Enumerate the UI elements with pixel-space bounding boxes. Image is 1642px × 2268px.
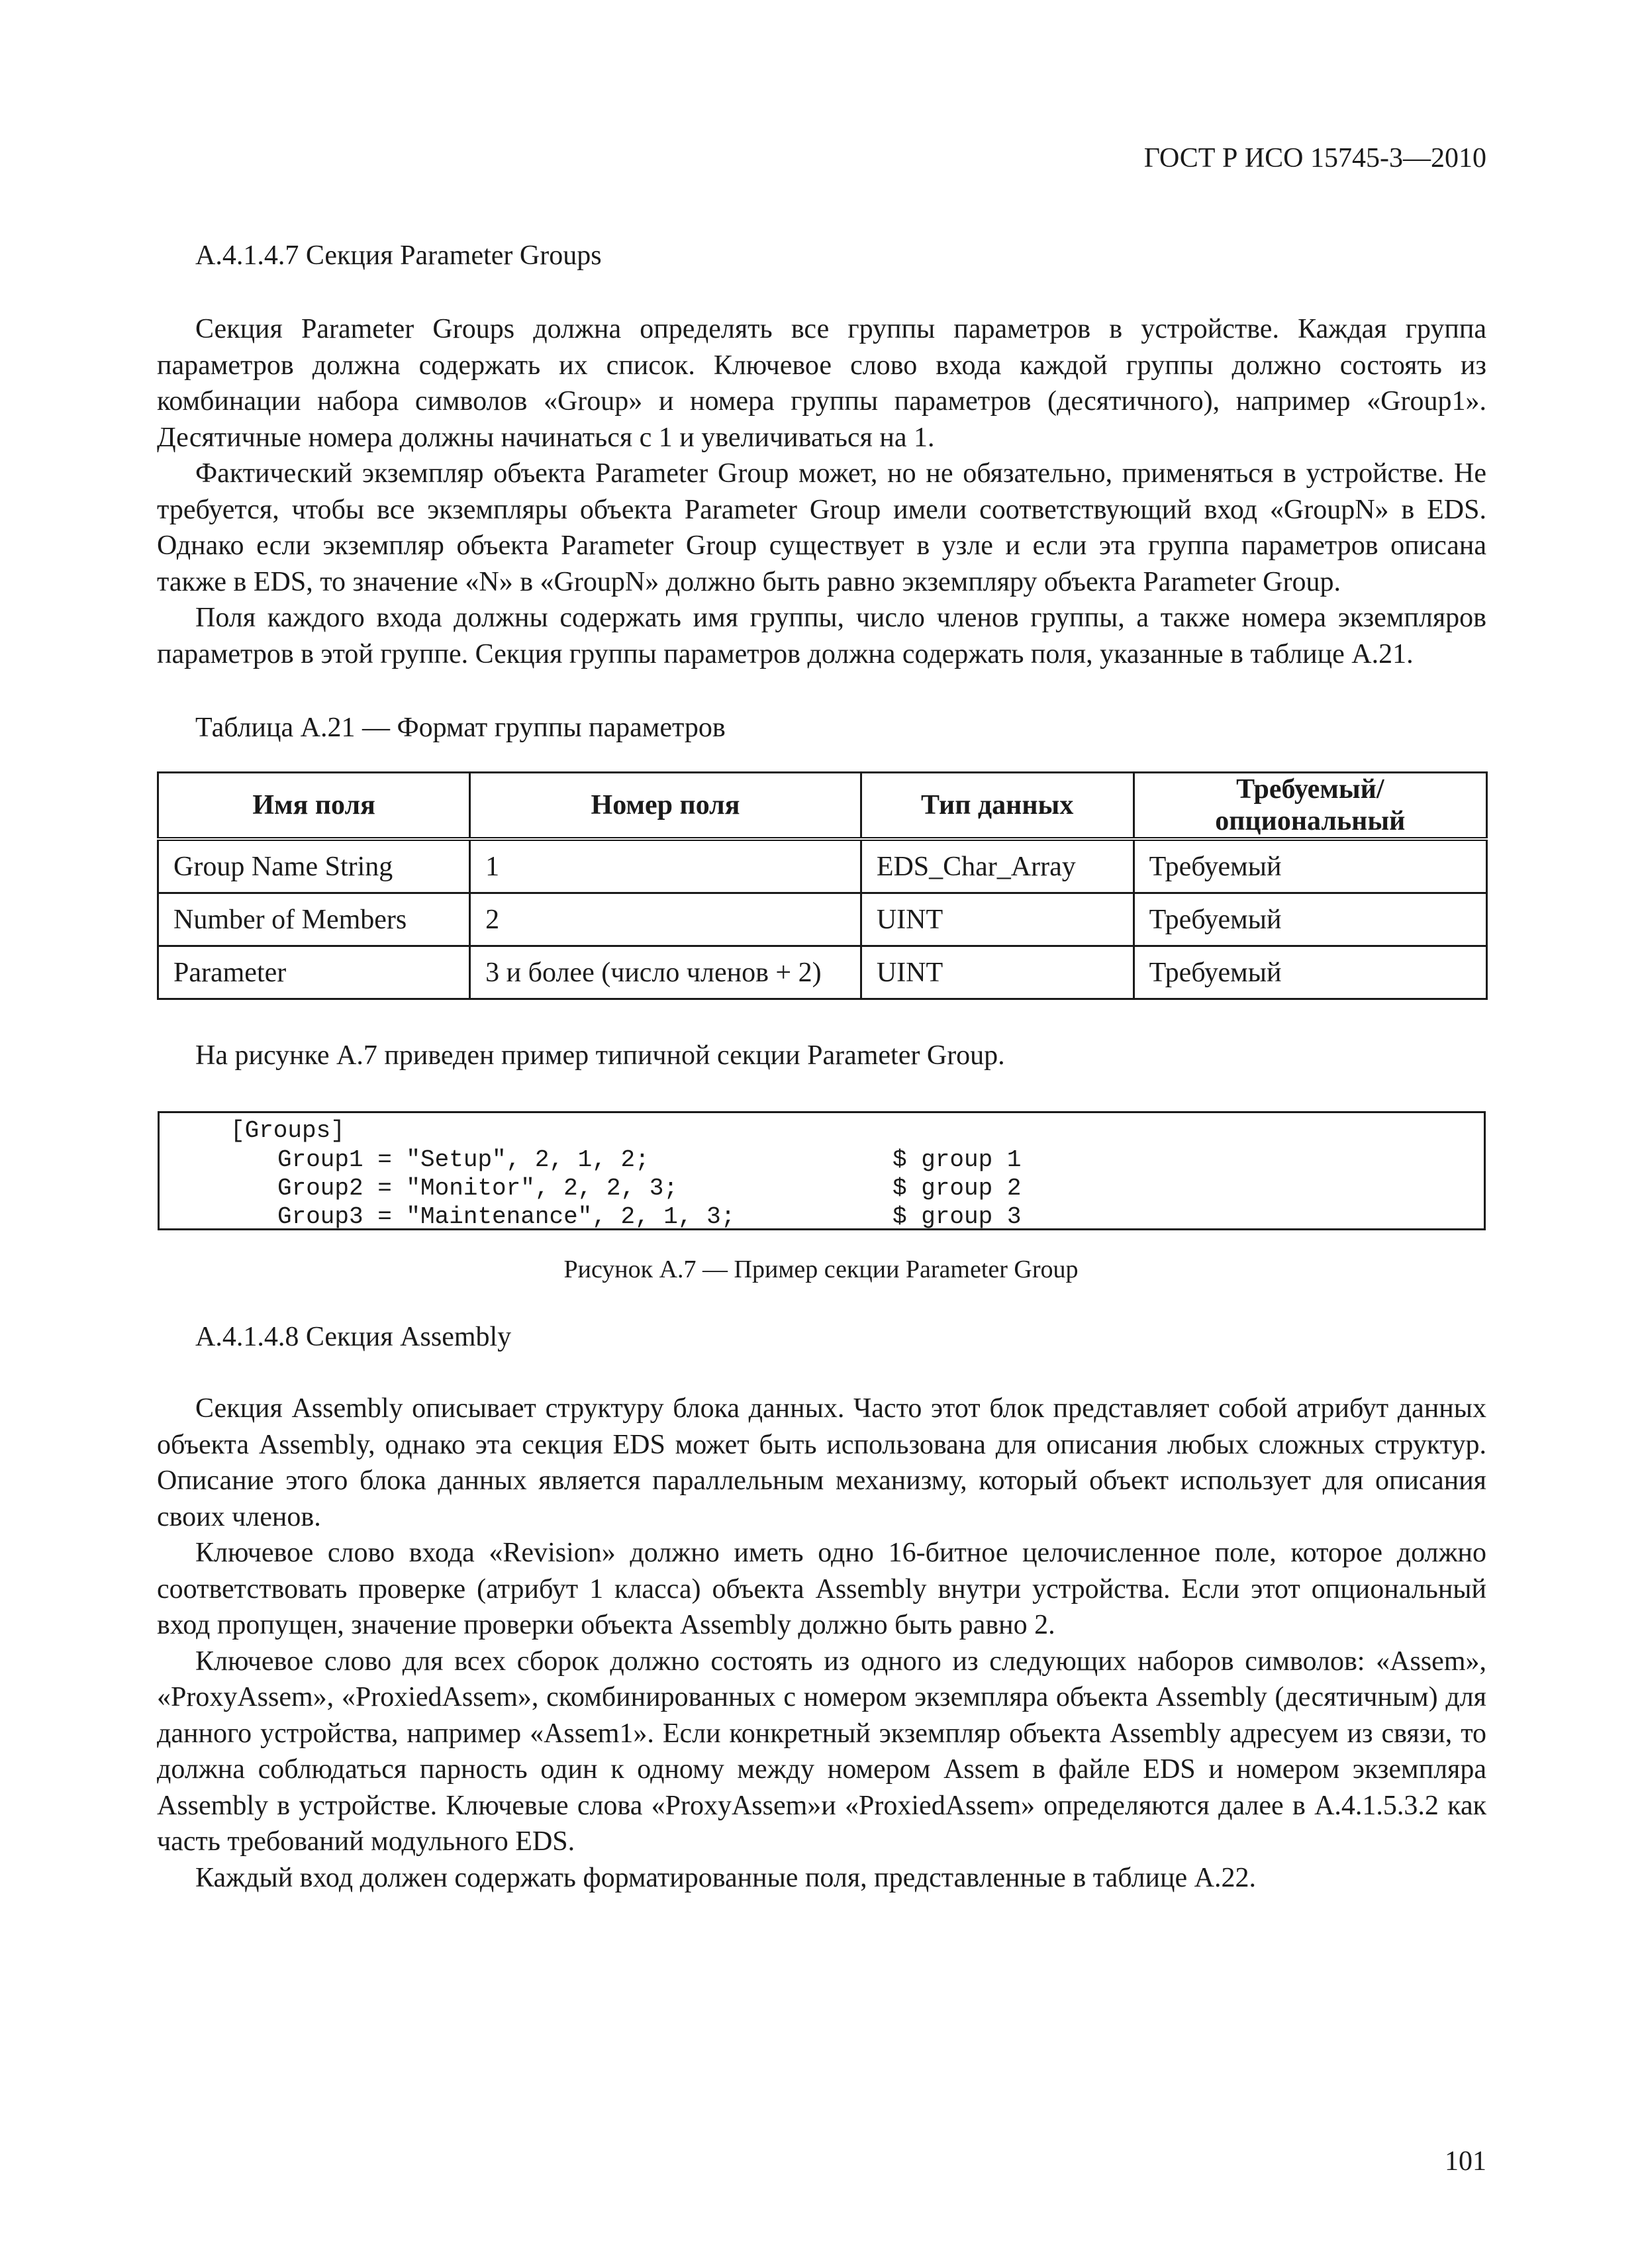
- table-cell: Требуемый: [1134, 893, 1486, 946]
- field-format-table: [157, 771, 1488, 1000]
- code-comment: $ group 1: [893, 1146, 1022, 1173]
- code-line: Group2 = "Monitor", 2, 2, 3;: [277, 1175, 678, 1202]
- paragraph: Ключевое слово входа «Revision» должно иметь одно 16-битное целочисленное поле, которое должно соответствовать проверке (атрибут 1 класса) объекта Assembly внутри устройства. Если этот опциональный вход пропущен, значение проверки объекта Assembly должно быть равно 2.: [157, 1538, 1486, 1640]
- column-header: Тип данных: [861, 773, 1134, 840]
- table-header-row: [158, 773, 1487, 840]
- section-body-assembly: [157, 1391, 1486, 1896]
- table-cell: 3 и более (число членов + 2): [470, 946, 861, 999]
- table-cell: 1: [470, 839, 861, 893]
- table-cell: UINT: [861, 946, 1134, 999]
- code-section-header: [Groups]: [230, 1117, 345, 1144]
- table-cell: Parameter: [158, 946, 470, 999]
- table-row: [158, 893, 1487, 946]
- code-comment: $ group 3: [893, 1203, 1022, 1230]
- table-cell: Требуемый: [1134, 946, 1486, 999]
- table-cell: 2: [470, 893, 861, 946]
- figure-caption: Рисунок А.7 — Пример секции Parameter Group: [563, 1256, 1079, 1283]
- page-number: 101: [1445, 2146, 1486, 2177]
- table-cell: Number of Members: [158, 893, 470, 946]
- paragraph: Каждый вход должен содержать форматированные поля, представленные в таблице А.22.: [195, 1862, 1256, 1893]
- paragraph: Поля каждого входа должны содержать имя группы, число членов группы, а также номера экземпляров параметров в этой группе. Секция группы параметров должна содержать поля, указанные в таблице А.21.: [157, 603, 1486, 669]
- paragraph: Фактический экземпляр объекта Parameter Group может, но не обязательно, применяться в устройстве. Не требуется, чтобы все экземпляры объекта Parameter Group имели соответствующий вход «GroupN» в EDS. Однако если экземпляр объекта Parameter Group существует в узле и если эта группа параметров описана также в EDS, то значение «N» в «GroupN» должно быть равно экземпляру объекта Parameter Group.: [157, 458, 1486, 597]
- column-header: Номер поля: [470, 773, 861, 840]
- code-line: Group1 = "Setup", 2, 1, 2;: [277, 1146, 650, 1173]
- section-heading-assembly: А.4.1.4.8 Секция Assembly: [195, 1322, 512, 1352]
- paragraph: Ключевое слово для всех сборок должно состоять из одного из следующих наборов символов: «Assem», «ProxyAssem», «ProxiedAssem», скомбинированных с номером экземпляра объекта Assembly (десятичным) для данного устройства, например «Assem1». Если конкретный экземпляр объекта Assembly адресуем из связи, то должна соблюдаться парность один к одному между номером Assem в файле EDS и номером экземпляра Assembly в устройстве. Ключевые слова «ProxyAssem»и «ProxiedAssem» определяются далее в А.4.1.5.3.2 как часть требований модульного EDS.: [157, 1646, 1486, 1857]
- table-cell: Group Name String: [158, 839, 470, 893]
- code-line: Group3 = "Maintenance", 2, 1, 3;: [277, 1203, 736, 1230]
- table-caption: Таблица А.21 — Формат группы параметров: [195, 713, 726, 743]
- code-example-box: [158, 1111, 1486, 1230]
- section-heading-parameter-groups: А.4.1.4.7 Секция Parameter Groups: [195, 240, 602, 271]
- column-header: Имя поля: [158, 773, 470, 840]
- table-row: [158, 946, 1487, 999]
- standard-header: ГОСТ Р ИСО 15745-3—2010: [1143, 143, 1486, 173]
- paragraph: Секция Parameter Groups должна определять все группы параметров в устройстве. Каждая группа параметров должна содержать их список. Ключевое слово входа каждой группы должно состоять из комбинации набора символов «Group» и номера группы параметров (десятичного), например «Group1». Десятичные номера должны начинаться с 1 и увеличиваться на 1.: [157, 314, 1486, 453]
- code-comment: $ group 2: [893, 1175, 1022, 1202]
- table-row: [158, 839, 1487, 893]
- table-cell: EDS_Char_Array: [861, 839, 1134, 893]
- paragraph: Секция Assembly описывает структуру блока данных. Часто этот блок представляет собой атрибут данных объекта Assembly, однако эта секция EDS может быть использована для описания любых сложных структур. Описание этого блока данных является параллельным механизму, который объект использует для описания своих членов.: [157, 1393, 1486, 1532]
- column-header: Требуемый/опциональный: [1134, 773, 1486, 840]
- section-body-parameter-groups: [157, 311, 1486, 672]
- table-cell: Требуемый: [1134, 839, 1486, 893]
- table-cell: UINT: [861, 893, 1134, 946]
- figure-intro: На рисунке А.7 приведен пример типичной секции Parameter Group.: [195, 1040, 1005, 1071]
